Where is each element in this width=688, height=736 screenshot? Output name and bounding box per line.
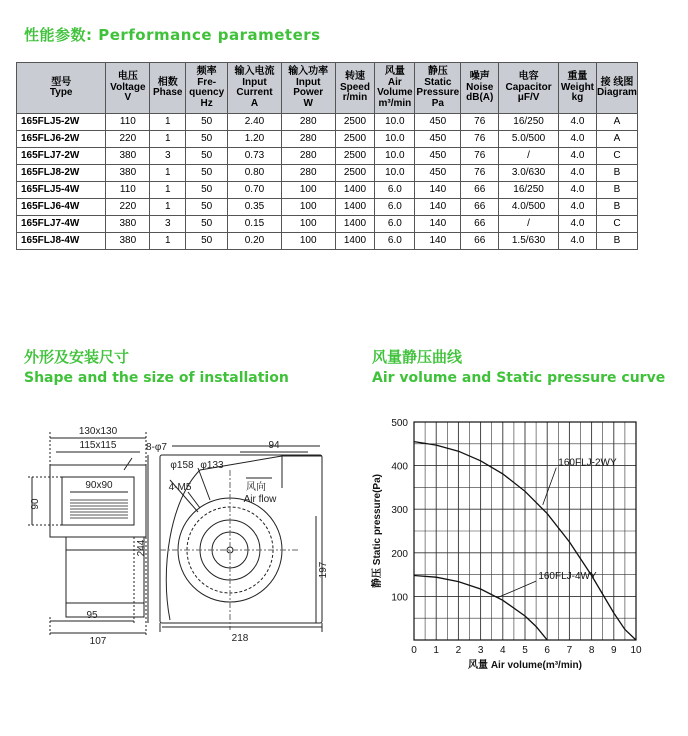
- model-cell: 165FLJ6-2W: [17, 131, 106, 148]
- table-cell: 4.0/500: [499, 199, 559, 216]
- table-cell: 0.73: [228, 148, 282, 165]
- x-tick-label: 6: [544, 645, 550, 656]
- table-cell: 50: [186, 165, 228, 182]
- table-cell: 66: [461, 233, 499, 250]
- table-cell: 450: [415, 148, 461, 165]
- header-unit: m³/min: [378, 97, 412, 109]
- performance-table: [16, 62, 638, 250]
- table-cell: 110: [106, 182, 150, 199]
- table-cell: 2500: [335, 114, 375, 131]
- header-en: Fre- quency: [189, 76, 225, 98]
- table-cell: 1400: [335, 199, 375, 216]
- table-cell: 10.0: [375, 165, 415, 182]
- header-en: Static Pressure: [416, 76, 460, 98]
- x-tick-label: 2: [455, 645, 462, 656]
- dim-158: φ158: [170, 460, 194, 471]
- table-cell: 4.0: [558, 114, 596, 131]
- header-en: Voltage: [110, 81, 146, 93]
- table-cell: 140: [415, 233, 461, 250]
- table-cell: 50: [186, 216, 228, 233]
- dim-115x115: 115x115: [79, 440, 117, 451]
- table-cell: 1400: [335, 216, 375, 233]
- header-zh: 转速: [344, 71, 365, 83]
- header-en: Phase: [153, 87, 183, 98]
- table-cell: 2500: [335, 131, 375, 148]
- dim-130x130: 130x130: [78, 426, 118, 437]
- table-cell: 0.15: [228, 216, 282, 233]
- dim-218: 218: [231, 633, 249, 644]
- table-cell: 16/250: [499, 182, 559, 199]
- table-row: [17, 165, 638, 182]
- table-cell: 140: [415, 182, 461, 199]
- table-cell: 4.0: [558, 165, 596, 182]
- table-row: [17, 216, 638, 233]
- table-cell: 140: [415, 216, 461, 233]
- header-en: Weight: [560, 81, 595, 93]
- table-cell: 3: [150, 148, 186, 165]
- header-zh: 电容: [518, 71, 539, 83]
- table-header-cell: [415, 63, 461, 114]
- front-housing: [160, 455, 322, 623]
- table-cell: A: [596, 131, 637, 148]
- header-en: Speed: [339, 81, 370, 93]
- table-cell: 4.0: [558, 233, 596, 250]
- table-cell: 76: [461, 148, 499, 165]
- table-cell: 2500: [335, 148, 375, 165]
- dim-133: φ133: [200, 460, 224, 471]
- header-en: Capacitor: [505, 81, 552, 93]
- series-label-2: 160FLJ-4WY: [538, 570, 597, 582]
- table-cell: 100: [281, 233, 335, 250]
- table-cell: 100: [281, 182, 335, 199]
- table-cell: 1: [150, 233, 186, 250]
- table-cell: 4.0: [558, 199, 596, 216]
- dim-94: 94: [268, 440, 280, 451]
- header-zh: 噪声: [469, 71, 490, 83]
- table-cell: 50: [186, 233, 228, 250]
- y-tick-label: 300: [391, 505, 408, 517]
- y-tick-label: 400: [391, 461, 408, 473]
- x-tick-label: 0: [411, 645, 417, 656]
- table-header-cell: [375, 63, 415, 114]
- performance-title: 性能参数: Performance parameters: [24, 26, 321, 44]
- table-cell: 3.0/630: [499, 165, 559, 182]
- table-cell: B: [596, 199, 637, 216]
- series-label-1: 160FLJ-2WY: [558, 457, 617, 469]
- dim-90x90: 90x90: [85, 480, 113, 491]
- dim-107: 107: [89, 636, 107, 647]
- performance-curve-chart: [368, 410, 668, 670]
- table-cell: 16/250: [499, 114, 559, 131]
- table-header-cell: [106, 63, 150, 114]
- table-cell: 220: [106, 199, 150, 216]
- table-header-cell: [335, 63, 375, 114]
- table-cell: 0.20: [228, 233, 282, 250]
- table-cell: 380: [106, 233, 150, 250]
- table-cell: 1: [150, 165, 186, 182]
- table-cell: 280: [281, 165, 335, 182]
- table-header-cell: [558, 63, 596, 114]
- header-zh: 风量: [384, 66, 405, 77]
- model-cell: 165FLJ7-4W: [17, 216, 106, 233]
- table-header-row: [17, 63, 638, 114]
- table-cell: 450: [415, 131, 461, 148]
- header-en: Noise: [466, 81, 494, 93]
- x-tick-label: 7: [566, 645, 573, 656]
- table-header-cell: [228, 63, 282, 114]
- curve-title-zh: 风量静压曲线: [372, 348, 463, 366]
- model-cell: 165FLJ8-4W: [17, 233, 106, 250]
- curve-title-en: Air volume and Static pressure curve: [372, 370, 666, 386]
- x-tick-label: 4: [500, 645, 506, 656]
- table-header-cell: [499, 63, 559, 114]
- table-cell: C: [596, 216, 637, 233]
- table-cell: 50: [186, 114, 228, 131]
- table-cell: 6.0: [375, 182, 415, 199]
- x-axis-label: 风量 Air volume(m³/min): [468, 660, 582, 671]
- table-row: [17, 114, 638, 131]
- table-body: [17, 114, 638, 250]
- side-motor-body: [66, 537, 144, 617]
- model-cell: 165FLJ7-2W: [17, 148, 106, 165]
- table-cell: 1400: [335, 233, 375, 250]
- table-header-cell: [150, 63, 186, 114]
- table-cell: 6.0: [375, 199, 415, 216]
- table-header-cell: [596, 63, 637, 114]
- table-cell: 4.0: [558, 131, 596, 148]
- header-en: Type: [49, 87, 73, 98]
- table-row: [17, 199, 638, 216]
- table-cell: 220: [106, 131, 150, 148]
- table-cell: 4.0: [558, 148, 596, 165]
- table-header-cell: [461, 63, 499, 114]
- table-cell: 50: [186, 148, 228, 165]
- shape-title-zh: 外形及安装尺寸: [24, 348, 130, 366]
- table-cell: 0.70: [228, 182, 282, 199]
- table-cell: /: [499, 148, 559, 165]
- header-unit: W: [303, 97, 313, 109]
- model-cell: 165FLJ6-4W: [17, 199, 106, 216]
- header-zh: 重量: [567, 71, 588, 83]
- table-cell: 66: [461, 182, 499, 199]
- x-tick-label: 8: [588, 645, 595, 656]
- y-tick-label: 100: [391, 592, 408, 604]
- y-tick-label: 500: [391, 418, 408, 429]
- table-cell: 50: [186, 199, 228, 216]
- table-header-cell: [17, 63, 106, 114]
- shape-title-en: Shape and the size of installation: [24, 370, 289, 386]
- header-en: Input Power: [293, 76, 324, 98]
- dim-244: 244: [136, 539, 147, 557]
- model-cell: 165FLJ5-4W: [17, 182, 106, 199]
- table-cell: 76: [461, 131, 499, 148]
- header-en: Input Current: [236, 76, 273, 98]
- table-cell: 50: [186, 182, 228, 199]
- table-cell: 280: [281, 148, 335, 165]
- scroll-casing: [166, 456, 282, 620]
- table-cell: 4.0: [558, 182, 596, 199]
- table-cell: 5.0/500: [499, 131, 559, 148]
- dim-holes: 8-φ7: [146, 442, 167, 453]
- table-cell: 0.35: [228, 199, 282, 216]
- header-zh: 静压: [427, 66, 448, 77]
- model-cell: 165FLJ5-2W: [17, 114, 106, 131]
- table-cell: 380: [106, 148, 150, 165]
- table-cell: B: [596, 165, 637, 182]
- table-row: [17, 131, 638, 148]
- table-cell: 4.0: [558, 216, 596, 233]
- table-cell: 100: [281, 199, 335, 216]
- header-unit: dB(A): [466, 92, 494, 104]
- dim-95: 95: [86, 610, 98, 621]
- y-tick-label: 200: [391, 548, 408, 560]
- table-cell: 76: [461, 165, 499, 182]
- table-cell: 6.0: [375, 216, 415, 233]
- table-cell: 380: [106, 216, 150, 233]
- header-en: Air Volume: [377, 76, 413, 98]
- installation-drawing: [20, 420, 340, 650]
- table-cell: 1: [150, 182, 186, 199]
- header-zh: 型号: [51, 76, 72, 88]
- header-unit: Pa: [431, 97, 444, 109]
- table-row: [17, 182, 638, 199]
- y-axis-label: 静压 Static pressure(Pa): [372, 474, 383, 588]
- table-cell: 140: [415, 199, 461, 216]
- header-zh: 输入电流: [234, 66, 275, 77]
- model-cell: 165FLJ8-2W: [17, 165, 106, 182]
- header-unit: r/min: [342, 92, 368, 104]
- table-header-cell: [186, 63, 228, 114]
- table-cell: A: [596, 114, 637, 131]
- table-cell: 380: [106, 165, 150, 182]
- table-cell: 1400: [335, 182, 375, 199]
- table-cell: 0.80: [228, 165, 282, 182]
- dim-197: 197: [318, 561, 329, 579]
- table-cell: C: [596, 148, 637, 165]
- table-header-cell: [281, 63, 335, 114]
- dim-m5: 4-M5: [168, 482, 192, 493]
- table-cell: 3: [150, 216, 186, 233]
- table-cell: 6.0: [375, 233, 415, 250]
- side-flange: [50, 465, 146, 537]
- x-tick-label: 3: [477, 645, 484, 656]
- table-cell: 66: [461, 216, 499, 233]
- x-tick-label: 1: [433, 645, 439, 656]
- header-zh: 频率: [196, 66, 217, 77]
- x-tick-label: 10: [630, 645, 642, 656]
- table-cell: 10.0: [375, 131, 415, 148]
- table-cell: 450: [415, 114, 461, 131]
- header-unit: V: [124, 92, 132, 104]
- table-cell: 280: [281, 131, 335, 148]
- header-zh: 电压: [117, 71, 138, 83]
- x-tick-label: 5: [522, 645, 528, 656]
- table-row: [17, 233, 638, 250]
- table-cell: 66: [461, 199, 499, 216]
- header-zh: 相数: [157, 76, 178, 88]
- table-cell: 450: [415, 165, 461, 182]
- table-cell: 76: [461, 114, 499, 131]
- header-unit: μF/V: [517, 92, 540, 104]
- table-cell: B: [596, 233, 637, 250]
- header-en: Diagram: [596, 87, 637, 98]
- table-cell: 50: [186, 131, 228, 148]
- dim-90: 90: [30, 498, 41, 510]
- table-cell: 110: [106, 114, 150, 131]
- airflow-label-en: Air flow: [243, 494, 277, 505]
- series-leader-2: [498, 581, 536, 597]
- table-cell: 1: [150, 131, 186, 148]
- table-cell: 100: [281, 216, 335, 233]
- table-row: [17, 148, 638, 165]
- table-cell: 2500: [335, 165, 375, 182]
- header-unit: kg: [571, 92, 584, 104]
- header-unit: Hz: [200, 97, 213, 109]
- header-zh: 接 线图: [600, 76, 634, 88]
- table-cell: 2.40: [228, 114, 282, 131]
- table-cell: 280: [281, 114, 335, 131]
- table-cell: 10.0: [375, 114, 415, 131]
- table-cell: 1: [150, 114, 186, 131]
- table-cell: 1: [150, 199, 186, 216]
- table-cell: 1.5/630: [499, 233, 559, 250]
- airflow-label-zh: 风向: [246, 482, 266, 493]
- header-zh: 输入功率: [288, 66, 329, 77]
- table-cell: 10.0: [375, 148, 415, 165]
- header-unit: A: [250, 97, 259, 109]
- table-cell: 1.20: [228, 131, 282, 148]
- series-leader-1: [543, 468, 557, 505]
- table-cell: /: [499, 216, 559, 233]
- x-tick-label: 9: [611, 645, 617, 656]
- table-cell: B: [596, 182, 637, 199]
